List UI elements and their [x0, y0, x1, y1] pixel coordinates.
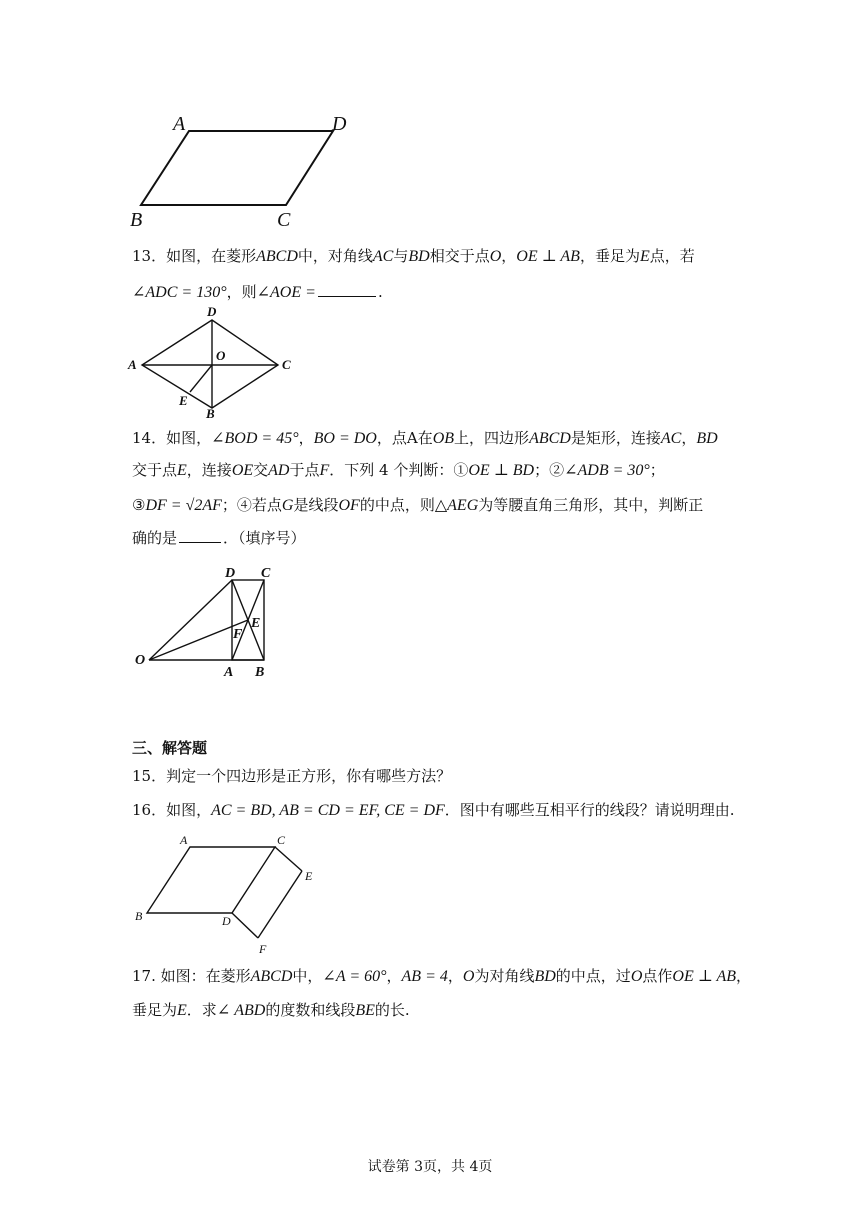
q13-o: O — [489, 248, 502, 265]
q14-judgement-1: OE ⊥ BD — [468, 462, 535, 479]
q14-t15: ③ — [132, 496, 146, 514]
q14-line1 — [132, 428, 718, 449]
q17-t12: 的长. — [374, 1001, 410, 1019]
q17-t2: 中， — [292, 967, 323, 985]
figure-rectangle — [130, 562, 290, 682]
q17-o2: O — [630, 968, 643, 985]
q14-t6: 是矩形，连接 — [570, 429, 661, 447]
q17-abcd: ABCD — [250, 968, 293, 985]
q14-number: 14． — [132, 429, 167, 447]
q14-bd: BD — [696, 430, 718, 447]
q16-line — [132, 800, 735, 821]
q13-e: E — [639, 248, 650, 265]
q13-bd: BD — [408, 248, 430, 265]
q13-text-b: 中，对角线 — [297, 247, 373, 265]
q13-text-d: 相交于点 — [429, 247, 490, 265]
q16-question: ．图中有哪些互相平行的线段？请说明理由. — [444, 801, 735, 819]
q13-text-i: . — [377, 283, 383, 301]
label-E: E — [251, 616, 261, 631]
q17-o: O — [462, 968, 475, 985]
q14-g: G — [281, 497, 294, 514]
q13-text-h: ，则 — [226, 283, 257, 301]
label-B: B — [130, 209, 143, 231]
q14-abcd: ABCD — [529, 430, 571, 447]
q14-e: E — [177, 462, 187, 479]
q17-t5: 为对角线 — [474, 967, 535, 985]
q14-t2: ， — [298, 429, 314, 447]
q14-t5: 上，四边形 — [454, 429, 530, 447]
q14-line4 — [132, 528, 306, 548]
q14-judgement-3: DF = √2AF — [145, 497, 222, 514]
label-C: C — [277, 833, 286, 847]
q17-t8: ， — [736, 967, 752, 985]
figure-parallelogram — [120, 108, 370, 233]
q17-ab: AB = 4 — [401, 968, 448, 985]
label-O: O — [216, 348, 226, 363]
q14-angle-bod: ∠BOD = 45° — [211, 430, 299, 447]
q14-of: OF — [338, 497, 360, 514]
q14-point-a: A — [406, 429, 418, 447]
q17-angle-a: ∠A = 60° — [322, 968, 387, 985]
q13-text-e: ， — [501, 247, 517, 265]
q17-t1: 17. 如图：在菱形 — [132, 967, 251, 985]
q14-t11: 于点 — [289, 461, 320, 479]
q17-e: E — [177, 1002, 187, 1019]
label-A: A — [173, 113, 186, 135]
q13-condition: ∠ADC = 130° — [132, 284, 227, 301]
q16-number: 16．如图， — [132, 801, 212, 819]
label-C: C — [261, 566, 271, 581]
q17-t3: ， — [386, 967, 402, 985]
q17-t4: ， — [447, 967, 463, 985]
q14-ad: AD — [268, 462, 290, 479]
q14-t17: 是线段 — [293, 496, 339, 514]
q13-text-c: 与 — [393, 247, 409, 265]
q14-bo-do: BO = DO — [313, 430, 377, 447]
q17-line2 — [132, 1000, 410, 1021]
q14-answer-blank[interactable] — [179, 541, 221, 543]
q14-triangle-aeg: △AEG — [434, 497, 479, 514]
q17-angle-abd: ∠ ABD — [216, 1002, 266, 1019]
label-O: O — [135, 653, 146, 668]
label-F: F — [259, 942, 267, 956]
q17-t9: 垂足为 — [132, 1001, 178, 1019]
label-A: A — [128, 357, 137, 372]
q14-t20: 确的是 — [132, 529, 178, 547]
q14-t18: 的中点，则 — [359, 496, 435, 514]
q14-line2 — [132, 460, 665, 481]
label-E: E — [179, 393, 188, 408]
q13-text-f: ，垂足为 — [579, 247, 640, 265]
label-B: B — [255, 665, 265, 680]
q13-text-g: 点，若 — [649, 247, 695, 265]
label-F: F — [233, 627, 243, 642]
q13-ac: AC — [372, 248, 394, 265]
q14-t13: ；② — [534, 461, 565, 479]
q17-t7: 点作 — [642, 967, 673, 985]
q17-line1 — [132, 966, 751, 987]
q14-t12: ．下列 4 个判断：① — [329, 461, 469, 479]
q14-t3: ，点 — [376, 429, 407, 447]
q15-text: 15．判定一个四边形是正方形，你有哪些方法？ — [132, 767, 452, 785]
label-D: D — [222, 914, 231, 928]
q14-ac: AC — [660, 430, 682, 447]
q14-t21: ．（填序号） — [223, 529, 306, 547]
label-C: C — [277, 209, 291, 231]
q13-line1 — [132, 246, 695, 267]
label-E: E — [305, 869, 313, 883]
q17-bd: BD — [534, 968, 556, 985]
label-D: D — [225, 566, 236, 581]
q13-ask: ∠AOE = — [256, 284, 316, 301]
q13-answer-blank[interactable] — [318, 295, 376, 297]
q14-t10: 交 — [253, 461, 269, 479]
q14-t14: ； — [649, 461, 665, 479]
q14-ob: OB — [432, 430, 455, 447]
q13-perp: OE ⊥ AB — [516, 248, 580, 265]
q14-t19: 为等腰直角三角形，其中，判断正 — [478, 496, 704, 514]
section-heading: 三、解答题 — [132, 739, 208, 757]
label-A: A — [224, 665, 234, 680]
label-D: D — [332, 113, 347, 135]
q14-line3 — [132, 495, 703, 516]
q14-f: F — [319, 462, 330, 479]
q14-t16: ；④若点 — [221, 496, 282, 514]
q13-text-a: 如图，在菱形 — [166, 247, 257, 265]
label-B: B — [206, 406, 215, 421]
q14-t9: ，连接 — [186, 461, 232, 479]
q13-rhombus: ABCD — [256, 248, 298, 265]
q14-t8: 交于点 — [132, 461, 178, 479]
q17-be: BE — [355, 1002, 375, 1019]
q14-t7: ， — [681, 429, 697, 447]
q14-oe: OE — [231, 462, 254, 479]
label-A: A — [180, 833, 188, 847]
q14-judgement-2: ∠ADB = 30° — [564, 462, 650, 479]
q17-t11: 的度数和线段 — [265, 1001, 356, 1019]
q14-t1: 如图， — [166, 429, 212, 447]
q17-perp: OE ⊥ AB — [672, 968, 737, 985]
q17-t6: 的中点，过 — [555, 967, 631, 985]
q16-conditions: AC = BD, AB = CD = EF, CE = DF — [211, 802, 445, 819]
label-D: D — [207, 304, 217, 319]
q13-line2 — [132, 282, 383, 303]
label-B: B — [135, 909, 143, 923]
q14-t4: 在 — [417, 429, 433, 447]
q13-number: 13． — [132, 247, 167, 265]
figure-rhombus — [124, 302, 304, 422]
page-footer: 试卷第 3页，共 4页 — [367, 1159, 493, 1175]
q17-t10: ．求 — [186, 1001, 217, 1019]
label-C: C — [282, 357, 291, 372]
figure-q16 — [130, 830, 330, 960]
